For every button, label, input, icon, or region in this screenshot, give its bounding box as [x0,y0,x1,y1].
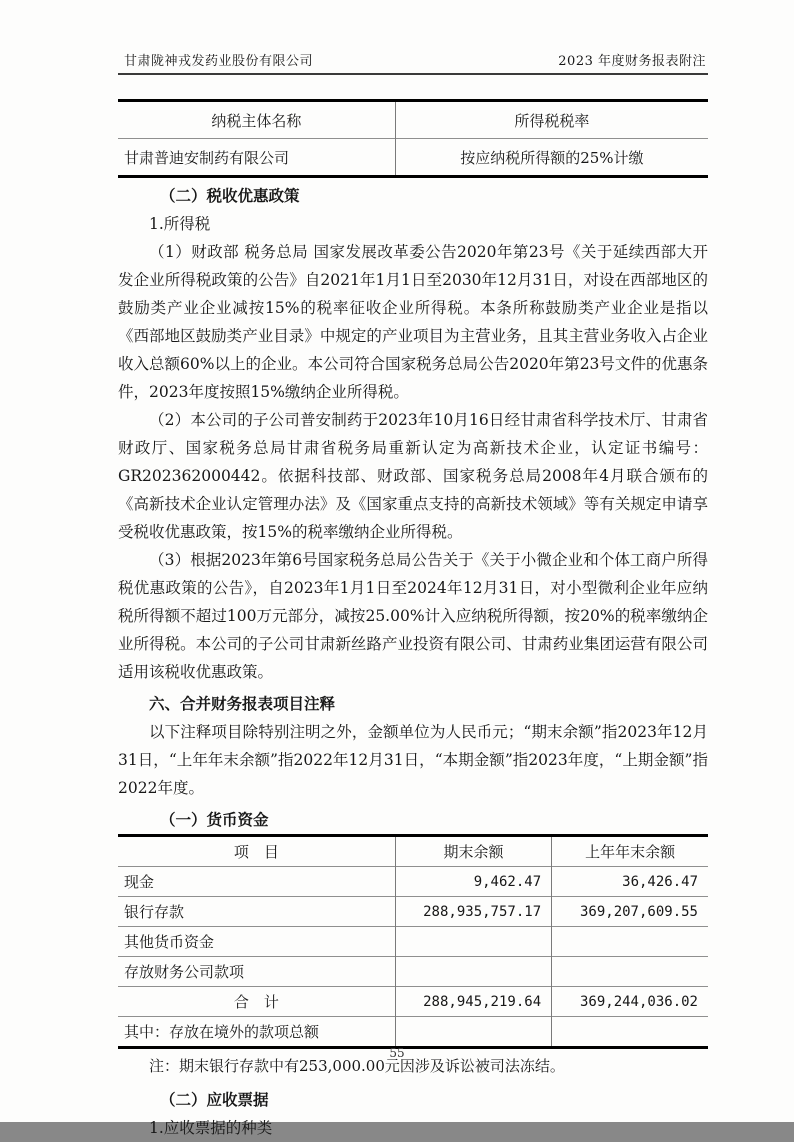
subsection-income-tax: 1.所得税 [149,215,211,233]
row-item-label: 合 计 [118,987,395,1017]
row-prior-value: 369,244,036.02 [552,987,708,1017]
row-item-label: 存放财务公司款项 [118,957,395,987]
tax-table-row [118,139,708,177]
row-ending-value: 9,462.47 [395,867,551,897]
page-header [118,50,708,75]
page-number: 55 [389,1046,405,1060]
section-notes-receivable-title: （二）应收票据 [160,1090,269,1109]
row-item-label: 其他货币资金 [118,927,395,957]
row-prior-value: 36,426.47 [552,867,708,897]
table-row-other-monetary [118,927,708,957]
page-content [118,50,708,1142]
paragraph-tax-policy-1: （1）财政部 税务总局 国家发展改革委公告2020年第23号《关于延续西部大开发企业所得税政策的公告》自2021年1月1日至2030年12月31日，对设在西部地区的鼓励类产业企业减按15%的税率征收企业所得税。本条所称鼓励类产业企业是指以《西部地区鼓励类产业目录》中规定的产业项目为主营业务，且其主营业务收入占企业收入总额60%以上的企业。本公司符合国家税务总局公告2020年第23号文件的优惠条件，2023年度按照15%缴纳企业所得税。 [118,243,708,401]
tax-table-header-row [118,101,708,139]
section-monetary-funds-title: （一）货币资金 [160,810,269,829]
row-item-label: 现金 [118,867,395,897]
tax-rate-table [118,99,708,178]
row-prior-value: 369,207,609.55 [552,897,708,927]
cash-col-ending: 期末余额 [395,836,551,867]
tax-table-col-rate: 所得税税率 [514,111,590,130]
subsection-notes-receivable-types: 1.应收票据的种类 [149,1119,273,1137]
bank-deposit-freeze-note: 注：期末银行存款中有253,000.00元因涉及诉讼被司法冻结。 [149,1057,565,1075]
table-row-bank-deposits [118,897,708,927]
row-ending-value [395,957,551,987]
row-ending-value [395,927,551,957]
monetary-funds-table [118,834,708,1049]
row-item-label: 其中：存放在境外的款项总额 [118,1017,395,1048]
header-company-name: 甘肃陇神戎发药业股份有限公司 [124,54,314,69]
row-item-label: 银行存款 [118,897,395,927]
row-ending-value: 288,935,757.17 [395,897,551,927]
header-report-title: 2023 年度财务报表附注 [558,54,706,69]
table-row-cash [118,867,708,897]
table-row-overseas-deposits [118,1017,708,1048]
tax-entity-name: 甘肃普迪安制药有限公司 [118,139,395,177]
paragraph-tax-policy-2: （2）本公司的子公司普安制药于2023年10月16日经甘肃省科学技术厅、甘肃省财政厅、国家税务总局甘肃省税务局重新认定为高新技术企业，认定证书编号：GR202362000442。依据科技部、财政部、国家税务总局2008年4月联合颁布的《高新技术企业认定管理办法》及《国家重点支持的高新技术领域》等有关规定申请享受税收优惠政策，按15%的税率缴纳企业所得税。 [118,411,708,541]
cash-col-prior: 上年年末余额 [585,843,676,861]
section-consolidated-notes-title: 六、合并财务报表项目注释 [149,694,336,713]
cash-col-item: 项 目 [118,836,395,867]
section-tax-incentive-title: （二）税收优惠政策 [160,186,300,205]
tax-rate-value: 按应纳税所得额的25%计缴 [395,139,708,177]
row-prior-value [552,957,708,987]
paragraph-tax-policy-3: （3）根据2023年第6号国家税务总局公告关于《关于小微企业和个体工商户所得税优惠政策的公告》，自2023年1月1日至2024年12月31日，对小型微利企业年应纳税所得额不超过100万元部分，减按25.00%计入应纳税所得额，按20%的税率缴纳企业所得税。本公司的子公司甘肃新丝路产业投资有限公司、甘肃药业集团运营有限公司适用该税收优惠政策。 [118,551,708,681]
paragraph-notes-intro: 以下注释项目除特别注明之外，金额单位为人民币元；“期末余额”指2023年12月31日，“上年年末余额”指2022年12月31日，“本期金额”指2023年度，“上期金额”指2022年度。 [118,723,708,797]
tax-table-col-entity: 纳税主体名称 [118,101,395,139]
row-prior-value [552,1017,708,1048]
table-row-finance-company [118,957,708,987]
table-row-total [118,987,708,1017]
cash-table-header-row [118,836,708,867]
row-ending-value: 288,945,219.64 [395,987,551,1017]
row-ending-value [395,1017,551,1048]
row-prior-value [552,927,708,957]
